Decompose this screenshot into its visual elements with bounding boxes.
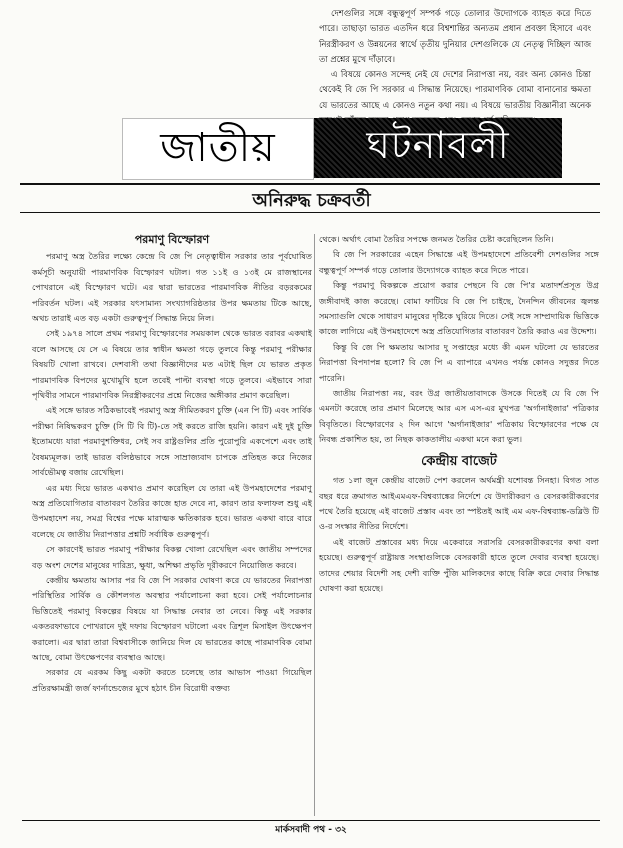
paragraph: কিন্তু পরমাণু বিকল্পকে প্রয়োগ করার পেছনে বি জে পি'র মতাদর্শপ্রসূত উগ্র জঙ্গীবাদই কাজ করেছে। বোমা ফাটিয়ে বি জে পি চাইছে, দৈনন্দিন জীবনের জ্বলন্ত সমস্যাগুলি থেকে সাধারণ মানুষের দৃষ্টিকে ঘুরিয়ে দিতে। সেই সঙ্গে সাম্প্রদায়িক ভিত্তিকে কাজে লাগিয়ে এই উপমহাদেশে অস্ত্র প্রতিযোগিতার বাতাবরণ তৈরি করাও এর উদ্দেশ্য। bbox=[319, 280, 599, 337]
paragraph: সরকার যে এরকম কিছু একটা করতে চলেছে তার আভাস পাওয়া গিয়েছিল প্রতিরক্ষামন্ত্রী জর্জ ফার্নান্ডেজের মুখে হঠাৎ চীন বিরোধী বক্তব্য bbox=[32, 667, 312, 693]
paragraph: কিন্তু বি জে পি ক্ষমতায় আসার দু সপ্তাহের মধ্যে কী এমন ঘটলো যে ভারতের নিরাপত্তা বিপদাপন্ন হলো? বি জে পি এ ব্যাপারে এখনও পর্যন্ত কোনও সদুত্তর দিতে পারেনি। bbox=[319, 341, 599, 383]
top-paragraph: এ বিষয়ে কোনও সন্দেহ নেই যে দেশের নিরাপত্তা নয়, বরং অন্য কোনও চিন্তা থেকেই বি জে পি সরকার এ সিদ্ধান্ত নিয়েছে। পারমাণবিক বোমা বানানোর ক্ষমতা যে ভারতের আছে এ কোনও নতুন কথা নয়। এ বিষয়ে ভারতীয় বিজ্ঞানীরা অনেক bbox=[319, 69, 591, 110]
banner-right-title: ঘটনাবলী bbox=[366, 123, 510, 167]
page-footer bbox=[22, 820, 600, 837]
paragraph: সে কারণেই ভারত পরমাণু পরীক্ষার বিকল্প খোলা রেখেছিল এবং জাতীয় সম্পদের বড় অংশ দেশের মানুষের দারিদ্র্য, ক্ষুধা, অশিক্ষা প্রভৃতি দূরীকরণে নিয়োজিত করবে। bbox=[32, 544, 312, 570]
section-heading-budget: কেন্দ্রীয় বাজেট bbox=[421, 453, 497, 469]
banner-left-title: জাতীয় bbox=[160, 124, 276, 171]
paragraph: পরমাণু অস্ত্র তৈরির লক্ষ্যে কেন্দ্রে বি জে পি নেতৃত্বাধীন সরকার তার পূর্বঘোষিত কর্মসূচী অনুযায়ী পারমাণবিক বিস্ফোরণ ঘটাল। গত ১১ই ও ১৩ই মে রাজস্থানের পোখরানে এই বিস্ফোরণ ঘটে। এর দ্বারা ভারতের পারমাণবিক নীতির বড়রকমের পরিবর্তন ঘটল। এই সরকার যৎসামান্য সংখ্যাগরিষ্ঠতার উপর ক্ষমতায় টিকে আছে, অথচ তারাই এত বড় একটা গুরুত্বপূর্ণ সিদ্ধান্ত নিয়ে নিল। bbox=[32, 251, 312, 324]
banner-left bbox=[122, 118, 314, 180]
paragraph: জাতীয় নিরাপত্তা নয়, বরং উগ্র জাতীয়তাবাদকে উসকে দিতেই যে বি জে পি এমনটা করেছে তার প্রমাণ মিলেছে আর এস এস-এর মুখপত্র 'অর্গানাইজার' পত্রিকার বিবৃতিতে। বিস্ফোরণের ২ দিন আগে 'অর্গানাইজার' পত্রিকায় বিস্ফোরণের পক্ষে যে নিবন্ধ প্রকাশিত হয়, তা নিছক কাকতালীয় একথা মনে করা ভুল। bbox=[319, 388, 599, 445]
author-byline: অনিরুদ্ধ চক্রবর্তী bbox=[252, 190, 371, 211]
footer-text: মার্কসবাদী পথ - ৩২ bbox=[275, 825, 347, 835]
column-divider bbox=[314, 234, 315, 816]
header-rule bbox=[20, 183, 600, 185]
left-column bbox=[32, 232, 312, 696]
right-column bbox=[319, 232, 599, 596]
paragraph: কেন্দ্রীয় ক্ষমতায় আসার পর বি জে পি সরকার ঘোষণা করে যে ভারতের নিরাপত্তা পরিস্থিতির সার্বিক ও কৌশলগত অবস্থার পর্যালোচনা করা হবে। সেই পর্যালোচনার ভিত্তিতেই পরমাণু বিকল্পের বিষয়ে যা সিদ্ধান্ত নেবার তা নেবে। কিন্তু এই সরকার একতরফাভাবে পোখরানে দুই দফায় বিস্ফোরণ ঘটালো এবং ত্রিশূল মিসাইল উৎক্ষেপণ করালো। এর দ্বারা তারা বিশ্ববাসীকে জানিয়ে দিল যে ভারতের কাছে পারমাণবিক বোমা আছে, বোমা উৎক্ষেপণের ব্যবস্থাও আছে। bbox=[32, 574, 312, 662]
section-banner bbox=[122, 118, 562, 178]
paragraph: সেই ১৯৭৪ সালে প্রথম পরমাণু বিস্ফোরণের সময়কাল থেকে ভারত বরাবর একথাই বলে আসছে যে সে এ বিষয়ে তার স্বাধীন ক্ষমতা গড়ে তুলবে কিন্তু পরমাণু পরীক্ষার বিষয়টি খোলা রাখবে। দেশবাসী তথা বিজ্ঞানীদের মত এটাই ছিল যে ভারত প্রকৃত পারমাণবিক বিপদের মুখোমুখি হলে তবেই পাল্টা ব্যবস্থা গড়ে তুলবে। এইভাবে সারা পৃথিবীর সামনে পারমাণবিক নিরস্ত্রীকরণের প্রশ্নে নিজের অঙ্গীকার প্রমাণ করেছিল। bbox=[32, 328, 312, 401]
byline-rule bbox=[20, 212, 600, 213]
paragraph: থেকে। অর্থাৎ বোমা তৈরির সপক্ষে জনমত তৈরির চেষ্টা করেছিলেন তিনি। bbox=[319, 234, 554, 244]
paragraph: বি জে পি সরকারের এহেন সিদ্ধান্তে এই উপমহাদেশে প্রতিবেশী দেশগুলির সঙ্গে বন্ধুত্বপূর্ণ সম্পর্ক গড়ে তোলার উদ্যোগকে ব্যাহত করে দিতে পারে। bbox=[319, 249, 599, 275]
section-heading: পরমাণু বিস্ফোরণ bbox=[134, 233, 210, 246]
paragraph: গত ১লা জুন কেন্দ্রীয় বাজেট পেশ করলেন অর্থমন্ত্রী যশোবন্ত সিনহা। বিগত সাত বছর ধরে ক্রমাগত আইএমএফ-বিশ্বব্যাঙ্কের নির্দেশে যে উদারীকরণ ও বেসরকারীকরণের পথে তৈরি হয়েছে এই বাজেট প্রস্তাব এবং তা স্পষ্টতই আই এম এফ-বিশ্বব্যাঙ্ক-ডব্লিউ টি ও-র সংস্কার নীতির নির্দেশে। bbox=[319, 475, 599, 532]
paragraph: এই সঙ্গে ভারত সঠিকভাবেই পরমাণু অস্ত্র সীমিতকরণ চুক্তি (এন পি টি) এবং সার্বিক পরীক্ষা নিষিদ্ধকরণ চুক্তি (সি টি বি টি)-তে সই করতে রাজি হয়নি। কারণ এই দুই চুক্তি ইতোমধ্যে যারা পরমাণুশক্তিধর, সেই সব রাষ্ট্রগুলির প্রতি পুরোপুরি একপেশে এবং তাই বৈষম্যমূলক। তাই ভারত বলিষ্ঠভাবে সঙ্গে সাম্রাজ্যবাদ চাপকে প্রতিহত করে নিজের সার্বভৌমত্ব বজায় রেখেছিল। bbox=[32, 405, 312, 478]
paragraph: এর মধ্য দিয়ে ভারত একথাও প্রমাণ করেছিল যে তারা এই উপমহাদেশের পরমাণু অস্ত্র প্রতিযোগিতার বাতাবরণ তৈরির কাজে হাত দেবে না, কারণ তার ফলাফল শুধু এই উপমহাদেশ নয়, সমগ্র বিশ্বের পক্ষে মারাত্মক ক্ষতিকারক হবে। ভারত একথা বারে বারে বলেছে যে জাতীয় নিরাপত্তার প্রশ্নটি সর্বাধিক গুরুত্বপূর্ণ। bbox=[32, 482, 312, 539]
top-article-continuation bbox=[38, 6, 593, 128]
top-paragraph: দেশগুলির সঙ্গে বন্ধুত্বপূর্ণ সম্পর্ক গড়ে তোলার উদ্যোগকে ব্যাহত করে দিতে পারে। তাছাড়া ভারত এতদিন ধরে বিশ্বশান্তির অন্যতম প্রধান প্রবক্তা হিসাবে এবং নিরস্ত্রীকরণ ও উন্নয়নের স্বার্থে তৃতীয় দুনিয়ার দেশগুলিকে যে নেতৃত্ব দিচ্ছিল আজ তা প্রশ্নের মুখে দাঁড়াবে। bbox=[319, 8, 591, 64]
paragraph: এই বাজেট প্রস্তাবের মধ্য দিয়ে একেবারে সরাসরি বেসরকারীকরণের কথা বলা হয়েছে। গুরুত্বপূর্ণ রাষ্ট্রায়ত্ত সংস্থাগুলিকে বেসরকারী হাতে তুলে দেবার ব্যবস্থা হয়েছে। তাদের শেয়ার বিদেশী সহ দেশী ব্যক্তি পুঁজি মালিকদের কাছে বিক্রি করে দেবার সিদ্ধান্ত ঘোষণা করা হয়েছে। bbox=[319, 536, 599, 593]
banner-right bbox=[314, 118, 562, 178]
